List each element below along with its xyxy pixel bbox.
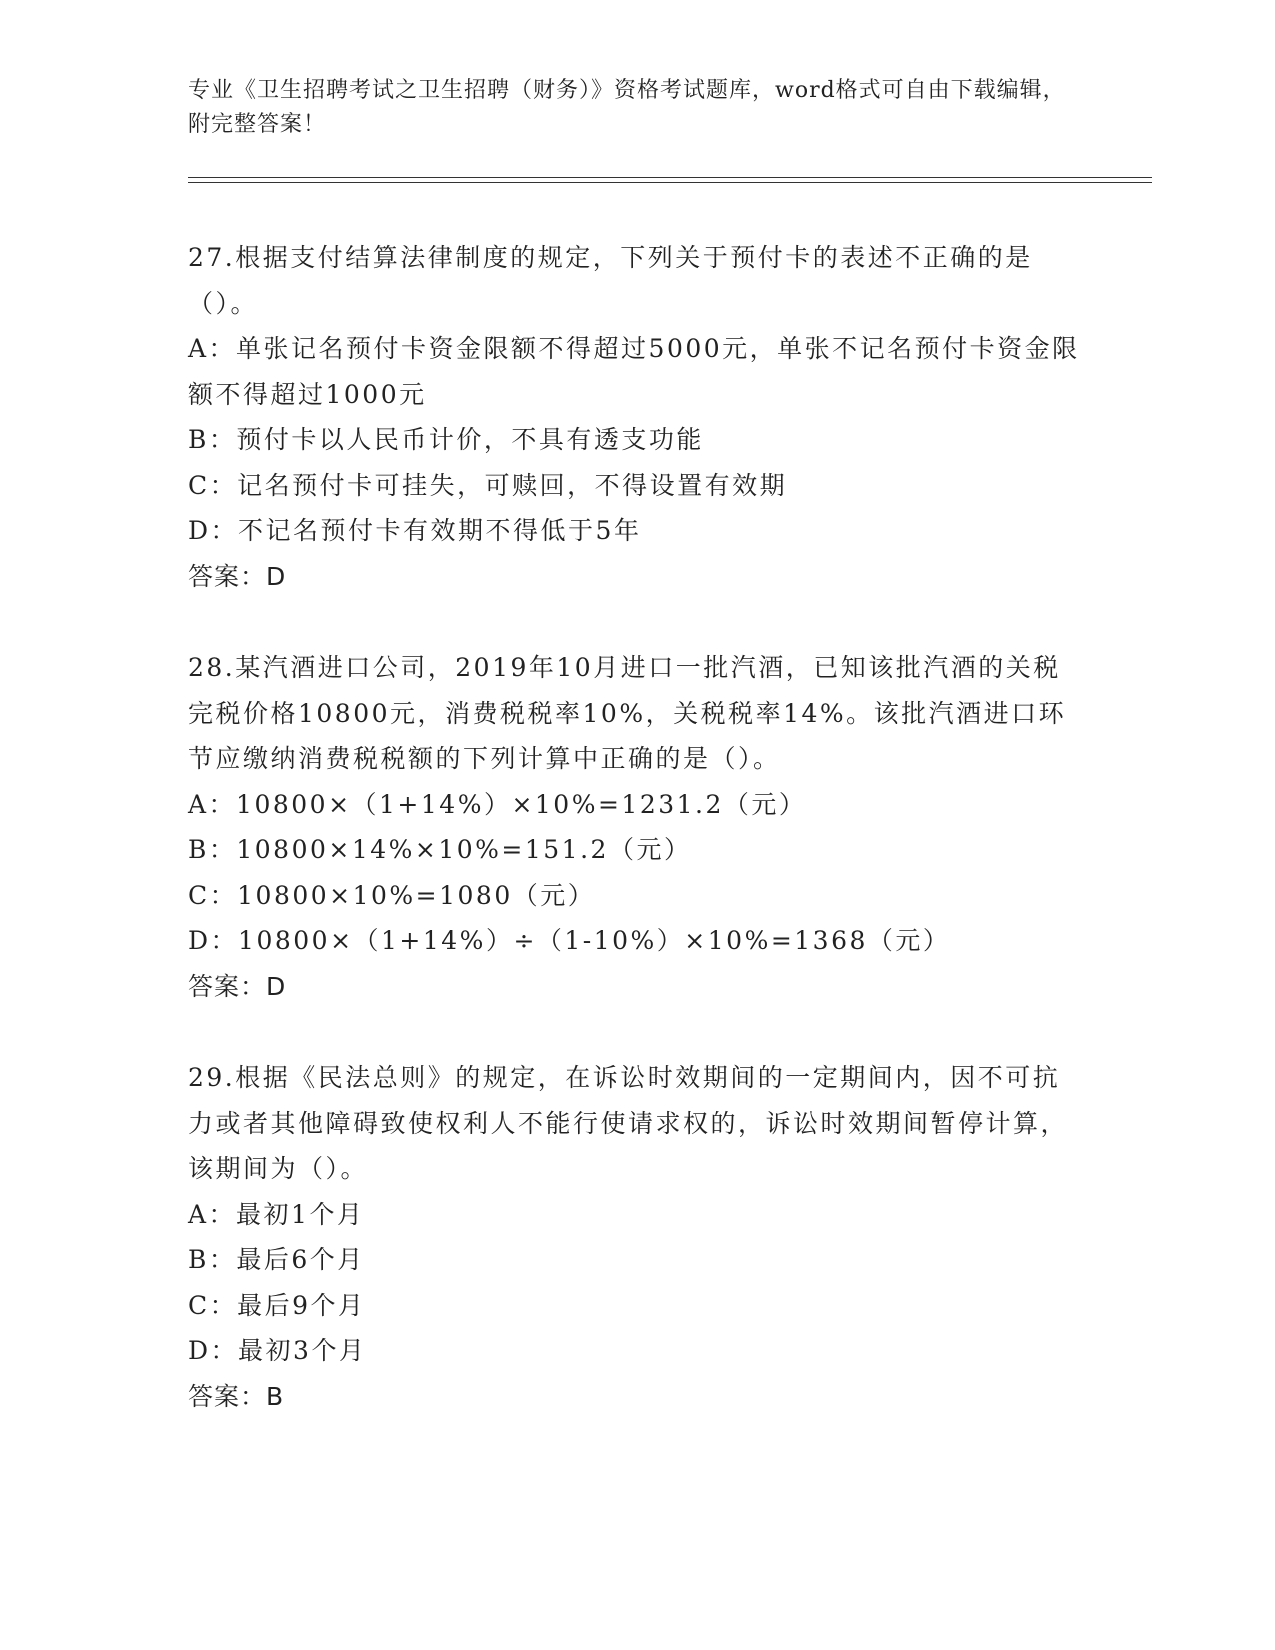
header-divider-bottom: [188, 182, 1152, 183]
option-a: A：10800×（1+14%）×10%=1231.2（元）: [188, 789, 807, 819]
page-header: 专业《卫生招聘考试之卫生招聘（财务）》资格考试题库，word格式可自由下载编辑，附完整答案！: [188, 78, 1066, 137]
option-c: C：最后9个月: [188, 1290, 366, 1320]
question-27: [188, 235, 1080, 599]
option-c: C：10800×10%=1080（元）: [188, 880, 596, 910]
option-d: D：10800×（1+14%）÷（1-10%）×10%=1368（元）: [188, 926, 951, 955]
header-divider-top: [188, 177, 1152, 178]
question-stem: 28.某汽酒进口公司，2019年10月进口一批汽酒，已知该批汽酒的关税完税价格10800元，消费税税率10%，关税税率14%。该批汽酒进口环节应缴纳消费税税额的下列计算中正确的是（）。: [188, 653, 1067, 773]
option-b: B：10800×14%×10%=151.2（元）: [188, 835, 692, 864]
option-d: D：不记名预付卡有效期不得低于5年: [188, 516, 642, 545]
option-c: C：记名预付卡可挂失，可赎回，不得设置有效期: [188, 470, 788, 500]
answer-label: 答案：D: [188, 971, 287, 1001]
question-28: [188, 645, 1080, 1009]
option-b: B：最后6个月: [188, 1245, 365, 1274]
question-29: [188, 1055, 1080, 1419]
option-d: D：最初3个月: [188, 1336, 367, 1365]
option-a: A：最初1个月: [188, 1199, 365, 1229]
option-a: A：单张记名预付卡资金限额不得超过5000元，单张不记名预付卡资金限额不得超过1000元: [188, 334, 1080, 409]
answer-label: 答案：B: [188, 1381, 285, 1411]
option-b: B：预付卡以人民币计价，不具有透支功能: [188, 425, 704, 454]
question-stem: 27.根据支付结算法律制度的规定，下列关于预付卡的表述不正确的是（）。: [188, 243, 1033, 318]
answer-label: 答案：D: [188, 561, 287, 591]
question-stem: 29.根据《民法总则》的规定，在诉讼时效期间的一定期间内，因不可抗力或者其他障碍致使权利人不能行使请求权的，诉讼时效期间暂停计算，该期间为（）。: [188, 1063, 1069, 1183]
